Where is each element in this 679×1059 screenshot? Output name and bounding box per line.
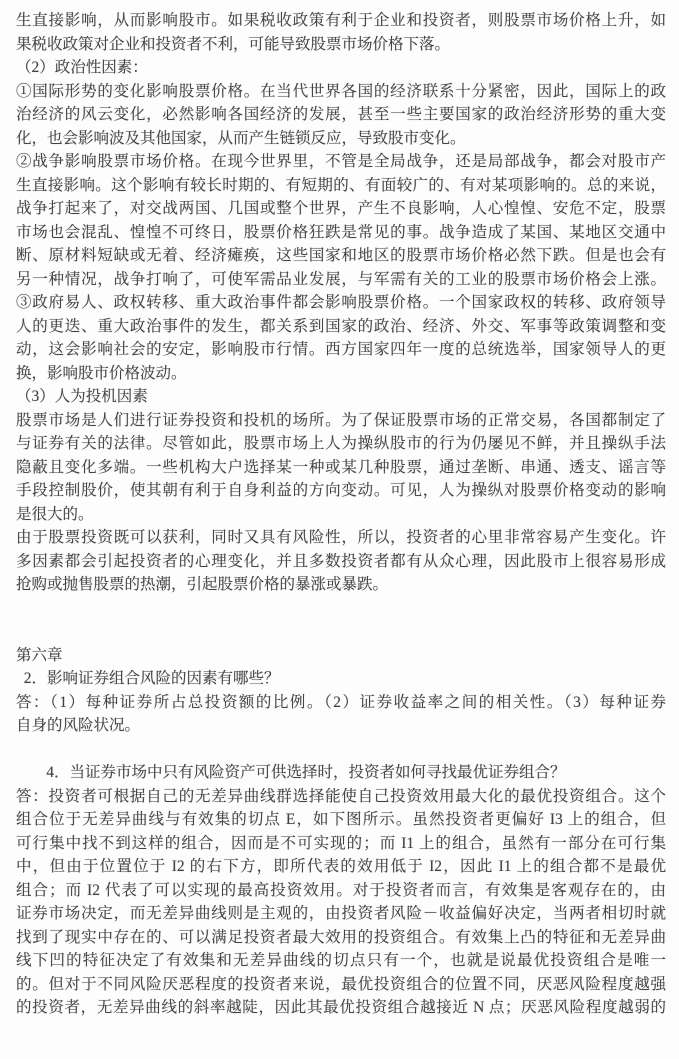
text-line: 断、原材料短缺或无着、经济瘫痪，这些国家和地区的股票市场价格必然下跌。但是也会有 — [16, 247, 666, 264]
text-line: 答：投资者可根据自己的无差异曲线群选择能使自己投资效用最大化的最优投资组合。这个 — [16, 787, 666, 805]
text-line: （2）政治性因素： — [16, 59, 148, 76]
text-line: 答：（1）每种证券所占总投资额的比例。（2）证券收益率之间的相关性。（3）每种证券 — [16, 693, 666, 711]
text-line: 多因素都会引起投资者的心理变化，并且多数投资者都有从众心理，因此股市上很容易形成 — [16, 552, 666, 570]
text-line: 治经济的风云变化，必然影响各国经济的发展，甚至一些主要国家的政治经济形势的重大变 — [16, 106, 666, 123]
text-line: 组合位于无差异曲线与有效集的切点 E，如下图所示。虽然投资者更偏好 I3 上的组合，但 — [16, 811, 666, 828]
text-line: 换，影响股市价格波动。 — [16, 364, 187, 382]
text-line: 2．影响证券组合风险的因素有哪些？ — [23, 670, 280, 687]
text-line: 市场也会混乱、惶惶不可终日，股票价格狂跌是常见的事。战争造成了某国、某地区交通中 — [16, 223, 666, 241]
text-line: 手段控制股价，使其朝有利于自身利益的方向变动。可见，人为操纵对股票价格变动的影响 — [16, 482, 666, 499]
text-line: ②战争影响股票市场价格。在现今世界里，不管是全局战争，还是局部战争，都会对股市产 — [16, 153, 666, 170]
text-line: 动，这会影响社会的安定，影响股市行情。西方国家四年一度的总统选举，国家领导人的更 — [16, 341, 666, 358]
text-line: 可行集中找不到这样的组合，因而是不可实现的；而 I1 上的组合，虽然有一部分在可行集 — [16, 834, 666, 852]
text-line: 是很大的。 — [16, 505, 94, 523]
text-line: 股票市场是人们进行证券投资和投机的场所。为了保证股票市场的正常交易，各国都制定了 — [16, 411, 666, 429]
text-line: ③政府易人、政权转移、重大政治事件都会影响股票价格。一个国家政权的转移、政府领导 — [16, 294, 666, 311]
text-line: 与证券有关的法律。尽管如此，股票市场上人为操纵股市的行为仍屡见不鲜，并且操纵手法 — [16, 435, 666, 452]
text-line: 自身的风险状况。 — [16, 717, 141, 734]
text-line: 生直接影响。这个影响有较长时期的、有短期的、有面较广的、有对某项影响的。总的来说， — [16, 176, 666, 194]
text-line: 抢购或抛售股票的热潮，引起股票价格的暴涨或暴跌。 — [16, 576, 389, 593]
text-line: 另一种情况，战争打响了，可使军需品业发展，与军需有关的工业的股票市场价格会上涨。 — [16, 270, 666, 288]
text-line: 的投资者，无差异曲线的斜率越陡，因此其最优投资组合越接近 N 点；厌恶风险程度越弱的 — [16, 999, 666, 1016]
text-line: 找到了现实中存在的、可以满足投资者最大效用的投资组合。有效集上凸的特征和无差异曲 — [16, 928, 666, 946]
text-column — [16, 9, 666, 1020]
text-line: 4．当证券市场中只有风险资产可供选择时，投资者如何寻找最优证券组合？ — [46, 764, 566, 781]
text-line: ①国际形势的变化影响股票价格。在当代世界各国的经济联系十分紧密，因此，国际上的政 — [16, 82, 666, 100]
text-line: 的。但对于不同风险厌恶程度的投资者来说，最优投资组合的位置不同，厌恶风险程度越强 — [16, 975, 666, 993]
text-line: 人的更迭、重大政治事件的发生，都关系到国家的政治、经济、外交、军事等政策调整和变 — [16, 317, 666, 335]
text-line: 由于股票投资既可以获利，同时又具有风险性，所以，投资者的心里非常容易产生变化。许 — [16, 529, 666, 546]
text-line: 化，也会影响波及其他国家，从而产生链锁反应，导致股市变化。 — [16, 129, 466, 147]
text-line: 证券市场决定，而无差异曲线则是主观的，由投资者风险－收益偏好决定，当两者相切时就 — [16, 905, 666, 922]
text-line: 隐蔽且变化多端。一些机构大户选择某一种或某几种股票，通过垄断、串通、透支、谣言等 — [16, 458, 666, 476]
text-line: 生直接影响，从而影响股市。如果税收政策有利于企业和投资者，则股票市场价格上升，如 — [16, 12, 666, 29]
text-line: 战争打起来了，对交战两国、几国或整个世界，产生不良影响，人心惶惶、安危不定，股票 — [16, 200, 666, 217]
text-line: 组合；而 I2 代表了可以实现的最高投资效用。对于投资者而言，有效集是客观存在的，由 — [16, 881, 666, 899]
text-line: 线下凹的特征决定了有效集和无差异曲线的切点只有一个，也就是说最优投资组合是唯一 — [16, 952, 666, 969]
text-line: （3）人为投机因素 — [16, 388, 148, 405]
text-line: 第六章 — [16, 646, 63, 664]
text-line: 中，但由于位置位于 I2 的右下方，即所代表的效用低于 I2，因此 I1 上的组合都不是最优 — [16, 858, 666, 875]
text-line: 果税收政策对企业和投资者不利，可能导致股票市场价格下落。 — [16, 35, 451, 53]
